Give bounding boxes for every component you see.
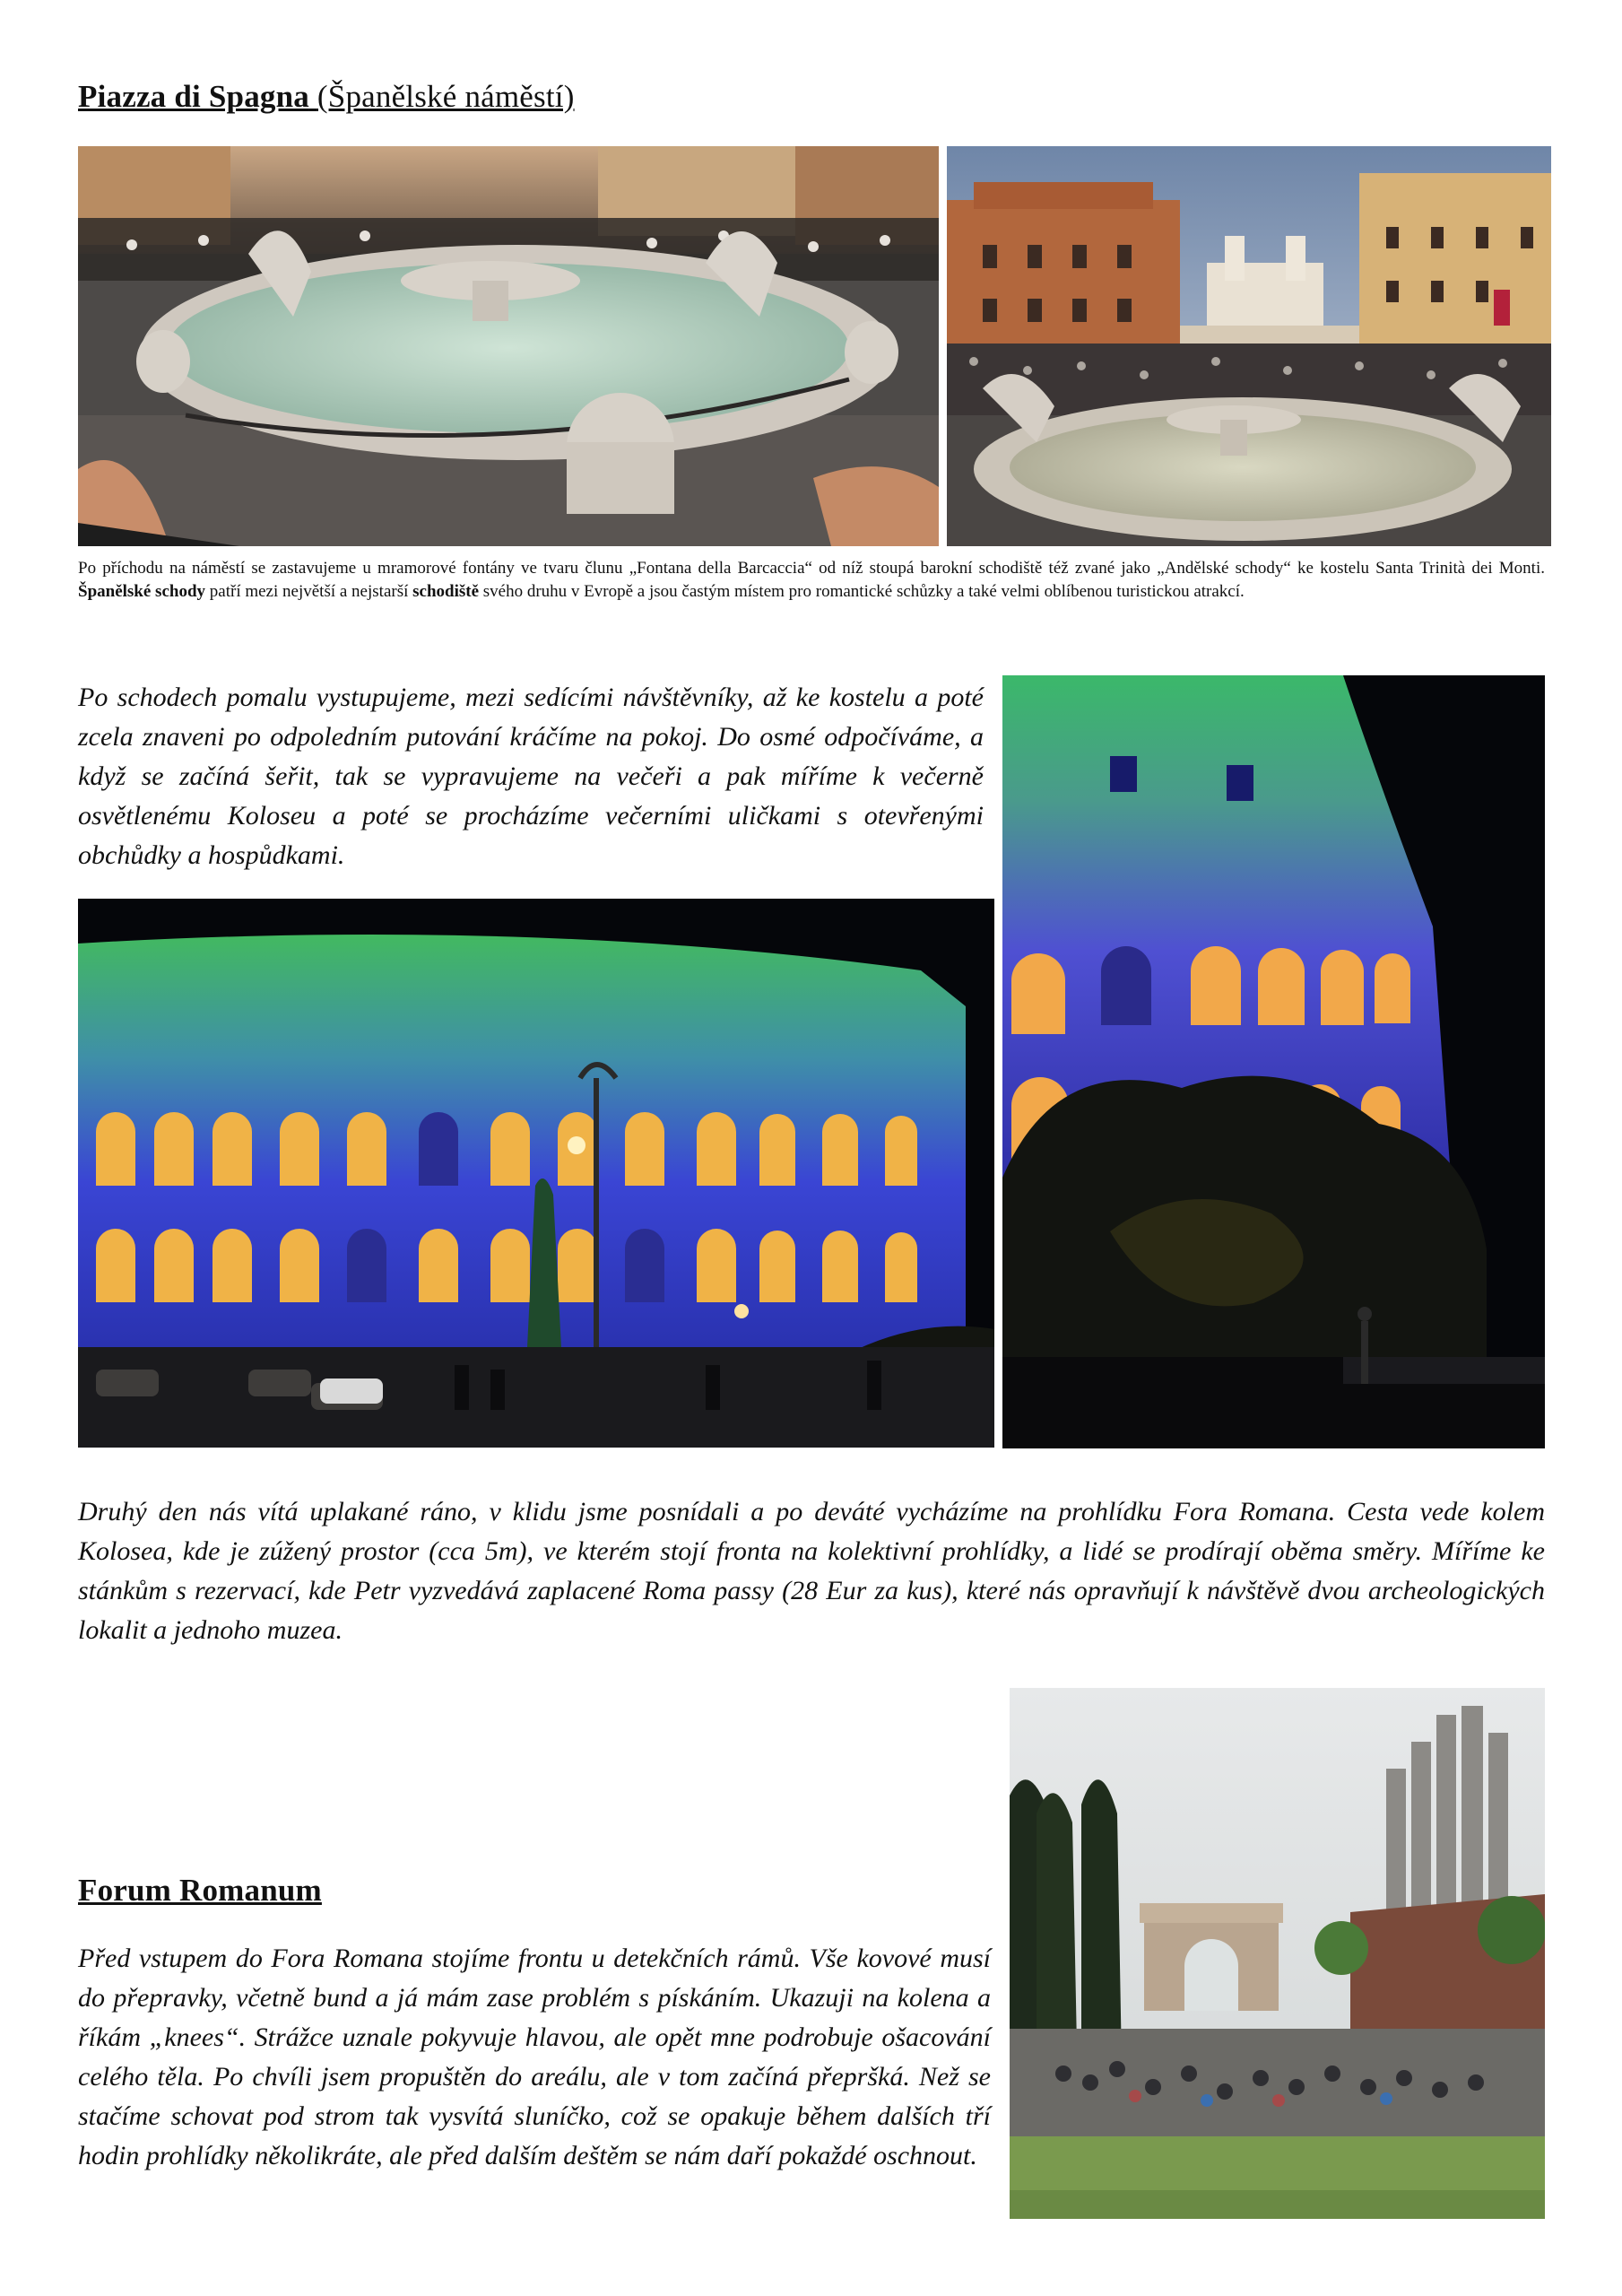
title-bold: Piazza di Spagna (78, 79, 309, 114)
title-normal: (Španělské náměstí) (317, 79, 575, 114)
photo-colosseum-night-closeup (1002, 675, 1545, 1448)
section-title-forum: Forum Romanum (78, 1873, 322, 1908)
paragraph-evening: Po schodech pomalu vystupujeme, mezi sedícími návštěvníky, až ke kostelu a poté zcela znaveni po odpoledním putování kráčíme na pokoj. Do osmé odpočíváme, a když se začíná šeřit, tak se vypravujeme na večeři a pak míříme k večerně osvětlenému Koloseu a poté se procházíme večerními uličkami s otevřenými obchůdky a hospůdkami. (78, 683, 984, 870)
paragraph-forum-entry: Před vstupem do Fora Romana stojíme frontu u detekčních rámů. Vše kovové musí do přepravky, včetně bund a já mám zase problém s pískáním. Ukazuji na kolena a říkám „knees“. Strážce uznale pokyvuje hlavou, ale opět mne podrobuje ošacování celého těla. Po chvíli jsem propuštěn do areálu, ale v tom začíná přepršká. Než se stačíme schovat pod strom tak vysvítá sluníčko, což se opakuje během dalších tří hodin prohlídky několikráte, ale před dalším deštěm se nám daří pokaždé oschnout. (78, 1944, 991, 2170)
caption-bold-1: Španělské schody (78, 582, 206, 601)
photo-colosseum-night-wide (78, 899, 994, 1448)
paragraph-second-day: Druhý den nás vítá uplakané ráno, v klidu jsme posnídali a po deváté vycházíme na prohlídku Fora Romana. Cesta vede kolem Kolosea, kde je zúžený prostor (cca 5m), ve kterém stojí fronta na kolektivní prohlídky, a lidé se prodírají oběma směry. Míříme ke stánkům s rezervací, kde Petr vyzvedává zaplacené Roma passy (28 Eur za kus), které nás opravňují k návštěvě dvou archeologických lokalit a jednoho muzea. (78, 1497, 1545, 1645)
caption-text-1: Po příchodu na náměstí se zastavujeme u mramorové fontány ve tvaru člunu „Fontana della Barcaccia“ od níž stoupá barokní schodiště též zvané jako „Andělské schody“ ke kostelu Santa Trinità dei Monti. (78, 559, 1545, 578)
photo-barcaccia-fountain (78, 146, 939, 546)
caption-text-2: patří mezi největší a nejstarší (205, 582, 413, 601)
caption-piazza (78, 557, 1545, 604)
photo-spanish-steps (947, 146, 1551, 546)
caption-text-3: svého druhu v Evropě a jsou častým místem pro romantické schůzky a také velmi oblíbenou turistickou atrakcí. (479, 582, 1245, 601)
photo-forum-romanum (1010, 1688, 1545, 2219)
caption-bold-2: schodiště (412, 582, 480, 601)
section-title-piazza (78, 79, 575, 115)
